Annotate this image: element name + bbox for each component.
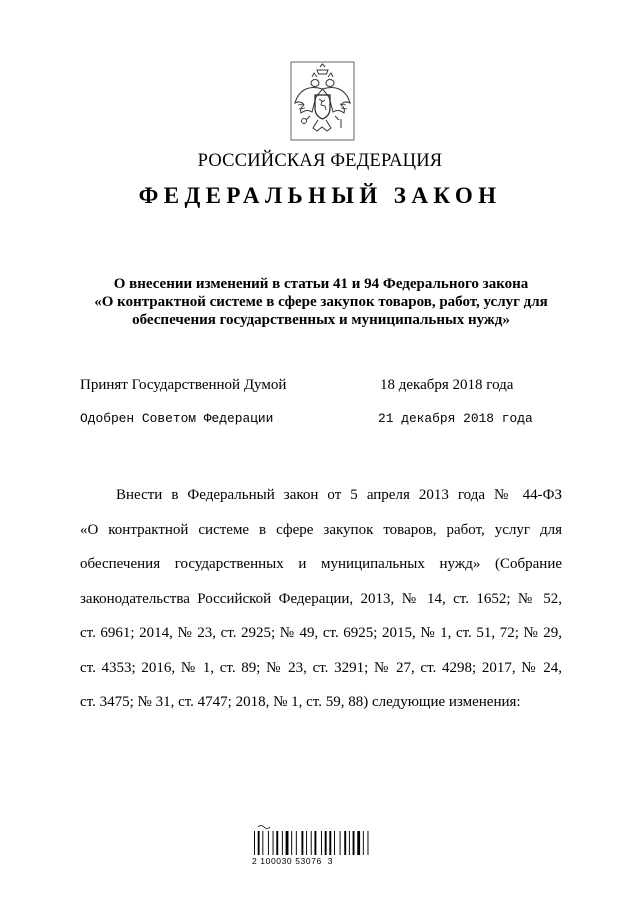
barcode-bar: [340, 831, 341, 855]
council-approval-label: Одобрен Советом Федерации: [80, 411, 274, 426]
barcode-bar: [353, 831, 355, 855]
barcode-bar: [329, 831, 331, 855]
barcode-number: 2 100030 53076 3: [252, 856, 334, 866]
barcode-bar: [296, 831, 297, 855]
barcode-bar: [268, 831, 269, 855]
barcode-bar: [258, 831, 260, 855]
barcode-bar: [363, 831, 364, 855]
subject-line: «О контрактной системе в сфере закупок товаров, работ, услуг для: [94, 294, 548, 310]
barcode-bar: [273, 831, 274, 855]
barcode-bar: [334, 831, 335, 855]
barcode-bar: [262, 831, 263, 855]
barcode-mark: [258, 826, 270, 829]
body-line: ст. 3475; № 31, ст. 4747; 2018, № 1, ст. 59, 88) следующие изменения:: [80, 694, 521, 710]
barcode-bar: [321, 831, 322, 855]
barcode-bar: [306, 831, 307, 855]
barcode-bar: [286, 831, 289, 855]
barcode-bar: [311, 831, 312, 855]
country-title: РОССИЙСКАЯ ФЕДЕРАЦИЯ: [197, 151, 443, 171]
barcode-bar: [325, 831, 327, 855]
barcode-bar: [357, 831, 360, 855]
barcode-bar: [368, 831, 369, 855]
coat-of-arms-icon: [290, 61, 355, 141]
barcode-bar: [282, 831, 283, 855]
duma-adoption-date: 18 декабря 2018 года: [380, 377, 514, 393]
law-subject: [60, 275, 582, 329]
body-line: Внести в Федеральный закон от 5 апреля 2013 года № 44-ФЗ: [116, 487, 562, 503]
body-line: ст. 6961; 2014, № 23, ст. 2925; № 49, ст. 6925; 2015, № 1, ст. 51, 72; № 29,: [80, 625, 562, 641]
barcode-bar: [344, 831, 346, 855]
barcode-bar: [276, 831, 278, 855]
barcode-bar: [254, 831, 255, 855]
barcode-bar: [349, 831, 350, 855]
document-type-title: ФЕДЕРАЛЬНЫЙ ЗАКОН: [138, 183, 502, 208]
law-body-paragraph: [80, 486, 562, 728]
barcode-bar: [314, 831, 316, 855]
subject-line: О внесении изменений в статьи 41 и 94 Федерального закона: [113, 276, 529, 292]
council-approval-date: 21 декабря 2018 года: [378, 411, 533, 426]
barcode-bar: [301, 831, 303, 855]
subject-line: обеспечения государственных и муниципальных нужд»: [132, 312, 510, 328]
barcode-icon: [252, 823, 382, 875]
body-line: «О контрактной системе в сфере закупок товаров, работ, услуг для: [80, 521, 562, 538]
duma-adoption-label: Принят Государственной Думой: [80, 377, 287, 393]
barcode-bar: [291, 831, 292, 855]
body-line: законодательства Российской Федерации, 2013, № 14, ст. 1652; № 52,: [80, 590, 562, 607]
body-line: ст. 4353; 2016, № 1, ст. 89; № 23, ст. 3291; № 27, ст. 4298; 2017, № 24,: [80, 659, 562, 676]
body-line: обеспечения государственных и муниципальных нужд» (Собрание: [80, 556, 562, 572]
